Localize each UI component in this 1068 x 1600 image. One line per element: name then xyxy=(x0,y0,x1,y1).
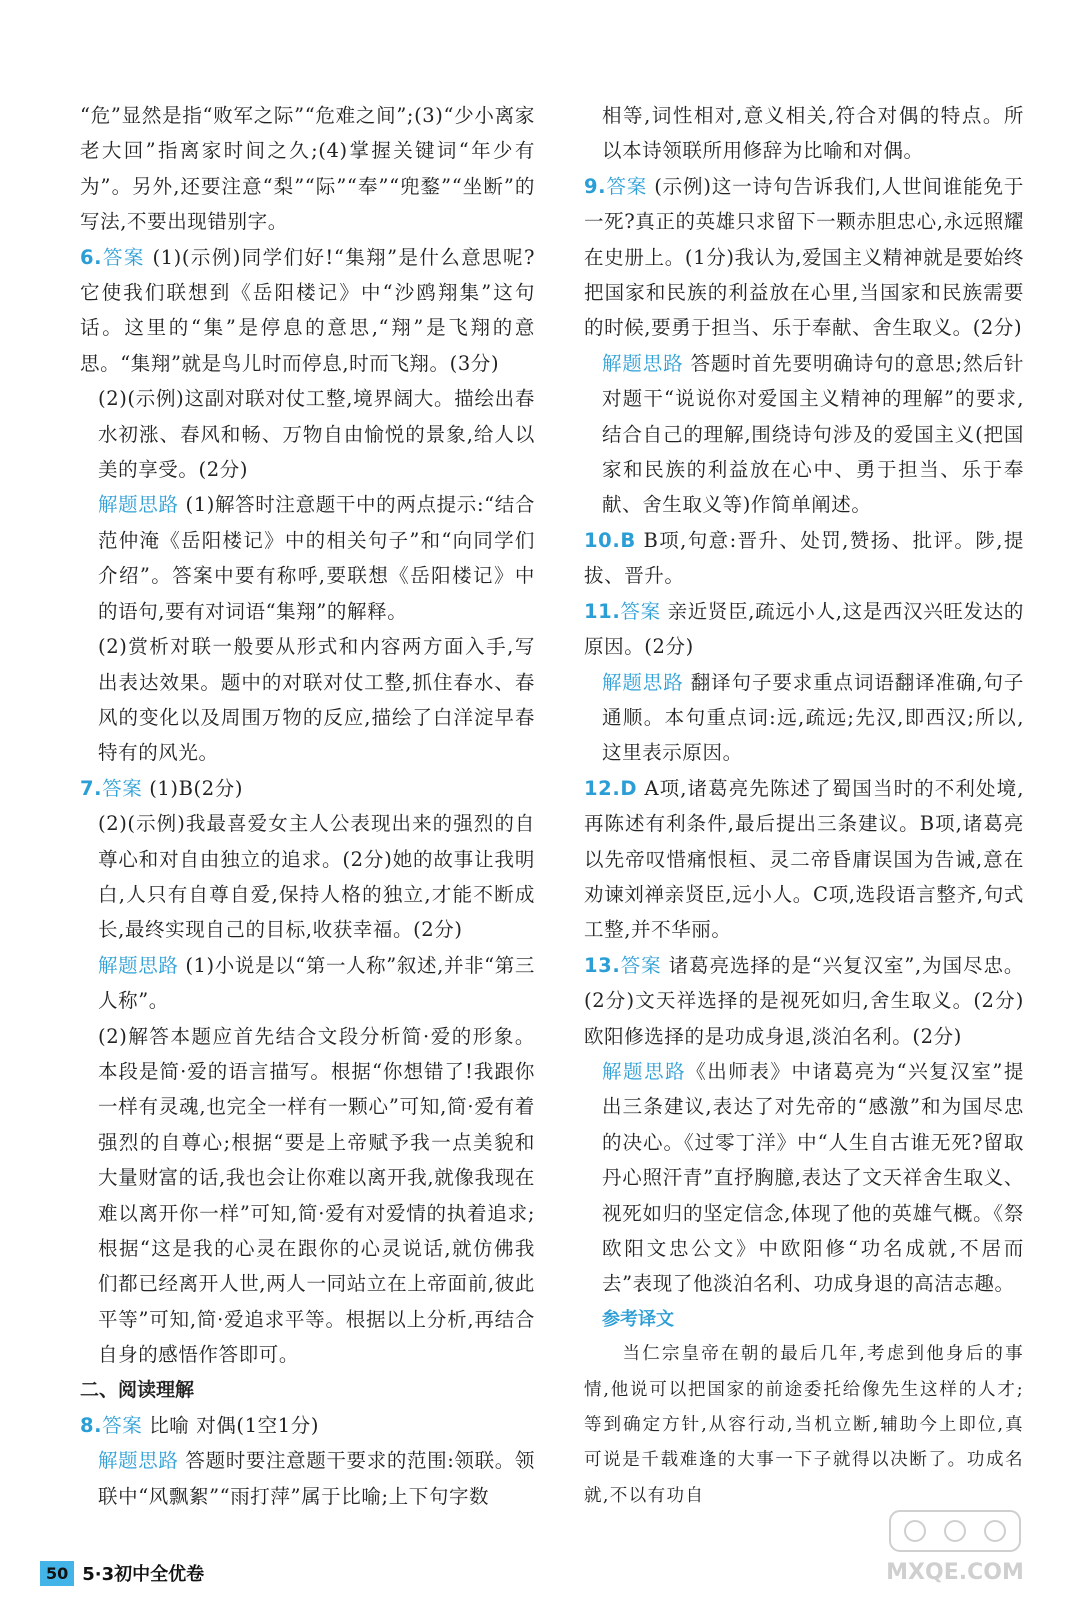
right-column xyxy=(584,98,1024,1514)
q6-label: 答案 xyxy=(102,245,145,269)
q6-a1: (1)(示例)同学们好!“集翔”是什么意思呢?它使我们联想到《岳阳楼记》中“沙鸥翔集”这句话。这里的“集”是停息的意思,“翔”是飞翔的意思。“集翔”就是鸟儿时而停息,时而飞翔。(3分) xyxy=(80,245,535,375)
q13-think-label: 解题思路 xyxy=(602,1059,687,1083)
q11-think xyxy=(584,665,1024,771)
watermark-text: MXQE.COM xyxy=(886,1560,1024,1585)
watermark-logo xyxy=(880,1505,1030,1590)
q13-label: 答案 xyxy=(620,953,662,977)
q7-answer-1 xyxy=(80,771,535,806)
page-number: 50 xyxy=(40,1561,74,1586)
q6-t1: (1)解答时注意题干中的两点提示:“结合范仲淹《岳阳楼记》中的相关句子”和“向同学们介绍”。答案中要有称呼,要联想《岳阳楼记》中的语句,要有对词语“集翔”的解释。 xyxy=(98,493,535,623)
q6-think-label: 解题思路 xyxy=(98,493,179,517)
q6-answer-2: (2)(示例)这副对联对仗工整,境界阔大。描绘出春水初涨、春风和畅、万物自由愉悦的景象,给人以美的享受。(2分) xyxy=(98,387,535,482)
q7-number: 7. xyxy=(80,776,103,800)
q9-think-label: 解题思路 xyxy=(602,351,684,375)
q13-t1: 《出师表》中诸葛亮为“兴复汉室”提出三条建议,表达了对先帝的“感激”和为国尽忠的决心。《过零丁洋》中“人生自古谁无死?留取丹心照汗青”直抒胸臆,表达了文天祥舍生取义、视死如归的坚定信念,体现了他的英雄气概。《祭欧阳文忠公文》中欧阳修“功名成就,不居而去”表现了他淡泊名利、功成身退的高洁志趣。 xyxy=(602,1059,1025,1296)
reference-translation-title: 参考译文 xyxy=(602,1308,674,1330)
q7-think-label: 解题思路 xyxy=(98,953,179,977)
left-column xyxy=(80,98,535,1514)
q9-t1: 答题时首先要明确诗句的意思;然后针对题干“说说你对爱国主义精神的理解”的要求,结合自己的理解,围绕诗句涉及的爱国主义(把国家和民族的利益放在心中、勇于担当、乐于奉献、舍生取义等)作简单阐述。 xyxy=(602,351,1024,517)
q11-number: 11. xyxy=(584,599,621,623)
q12-answer xyxy=(584,771,1024,948)
q7-label: 答案 xyxy=(102,776,143,800)
q12-number: 12.D xyxy=(584,776,638,800)
q13-think xyxy=(584,1054,1024,1302)
q6-think-1 xyxy=(80,487,535,629)
q6-number: 6. xyxy=(80,245,103,269)
q7-a1: (1)B(2分) xyxy=(149,776,244,800)
q7-answer-2: (2)(示例)我最喜爱女主人公表现出来的强烈的自尊心和对自由独立的追求。(2分)她的故事让我明白,人只有自尊自爱,保持人格的独立,才能不断成长,最终实现自己的目标,收获幸福。(2分) xyxy=(98,812,535,942)
q11-label: 答案 xyxy=(620,599,661,623)
q8-think xyxy=(80,1443,535,1514)
q12-a1: A项,诸葛亮先陈述了蜀国当时的不利处境,再陈述有利条件,最后提出三条建议。B项,诸葛亮以先帝叹惜痛恨桓、灵二帝昏庸误国为告诫,意在劝谏刘禅亲贤臣,远小人。C项,选段语言整齐,句式工整,并不华丽。 xyxy=(584,776,1024,942)
q7-think-2: (2)解答本题应首先结合文段分析简·爱的形象。本段是简·爱的语言描写。根据“你想错了!我跟你一样有灵魂,也完全一样有一颗心”可知,简·爱有着强烈的自尊心;根据“要是上帝赋予我一点美貌和大量财富的话,我也会让你难以离开我,就像我现在难以离开你一样”可知,简·爱有对爱情的执着追求;根据“这是我的心灵在跟你的心灵说话,就仿佛我们都已经离开人世,两人一同站立在上帝面前,彼此平等”可知,简·爱追求平等。根据以上分析,再结合自身的感悟作答即可。 xyxy=(98,1024,535,1367)
q9-number: 9. xyxy=(584,174,607,198)
reference-translation: 当仁宗皇帝在朝的最后几年,考虑到他身后的事情,他说可以把国家的前途委托给像先生这样的人才;等到确定方针,从容行动,当机立断,辅助今上即位,真可说是千载难逢的大事一下子就得以决断了。功成名就,不以有功自 xyxy=(584,1344,1024,1506)
page-footer xyxy=(40,1560,204,1586)
q10-a1: B项,句意:晋升、处罚,赞扬、批评。陟,提拔、晋升。 xyxy=(584,528,1024,588)
q8-label: 答案 xyxy=(102,1414,143,1438)
q13-answer xyxy=(584,948,1024,1054)
q8-continued: 相等,词性相对,意义相关,符合对偶的特点。所以本诗领联所用修辞为比喻和对偶。 xyxy=(602,104,1024,163)
q11-answer xyxy=(584,594,1024,665)
q7-think-1 xyxy=(80,948,535,1019)
q7-t1: (1)小说是以“第一人称”叙述,并非“第三人称”。 xyxy=(98,953,535,1013)
q9-think xyxy=(584,346,1024,523)
q8-answer xyxy=(80,1408,535,1443)
q8-number: 8. xyxy=(80,1414,103,1438)
section-heading: 二、阅读理解 xyxy=(80,1378,195,1401)
q13-a1: 诸葛亮选择的是“兴复汉室”,为国尽忠。(2分)文天祥选择的是视死如归,舍生取义。(2分)欧阳修选择的是功成身退,淡泊名利。(2分) xyxy=(584,953,1024,1048)
q10-number: 10.B xyxy=(584,528,636,552)
q6-think-2: (2)赏析对联一般要从形式和内容两方面入手,写出表达效果。题中的对联对仗工整,抓住春水、春风的变化以及周围万物的反应,描绘了白洋淀早春特有的风光。 xyxy=(98,635,535,765)
q8-think-label: 解题思路 xyxy=(98,1449,179,1473)
q9-label: 答案 xyxy=(606,174,648,198)
q8-t1: 答题时要注意题干要求的范围:领联。领联中“风飘絮”“雨打萍”属于比喻;上下句字数 xyxy=(98,1449,535,1508)
q6-answer-1 xyxy=(80,240,535,382)
q9-a1: (示例)这一诗句告诉我们,人世间谁能免于一死?真正的英雄只求留下一颗赤胆忠心,永远照耀在史册上。(1分)我认为,爱国主义精神就是要始终把国家和民族的利益放在心里,当国家和民族需要的时候,要勇于担当、乐于奉献、舍生取义。(2分) xyxy=(584,174,1024,340)
q11-t1: 翻译句子要求重点词语翻译准确,句子通顺。本句重点词:远,疏远;先汉,即西汉;所以,这里表示原因。 xyxy=(602,670,1024,765)
left-intro: “危”显然是指“败军之际”“危难之间”;(3)“少小离家老大回”指离家时间之久;(4)掌握关键词“年少有为”。另外,还要注意“梨”“际”“奉”“兜鍪”“坐断”的写法,不要出现错别字。 xyxy=(80,104,535,234)
q9-answer xyxy=(584,169,1024,346)
q10-answer xyxy=(584,523,1024,594)
q13-number: 13. xyxy=(584,953,621,977)
q11-a1: 亲近贤臣,疏远小人,这是西汉兴旺发达的原因。(2分) xyxy=(584,599,1024,659)
q11-think-label: 解题思路 xyxy=(602,670,684,694)
book-brand: 5·3初中全优卷 xyxy=(82,1564,205,1585)
q8-a1: 比喻 对偶(1空1分) xyxy=(149,1414,320,1438)
